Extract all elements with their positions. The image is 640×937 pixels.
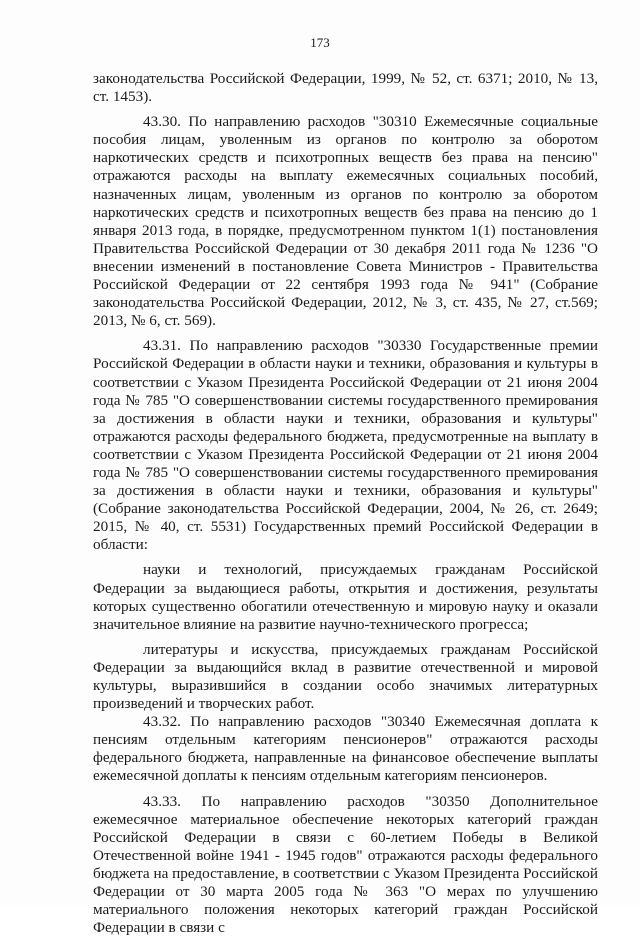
page-number: 173 <box>310 35 330 50</box>
paragraph-literature-art: литературы и искусства, присуждаемых гражданам Российской Федерации за выдающийся вклад в развитие отечественной и мировой культуры, выразившийся в создании особо значимых литературных произведений и творческих работ. <box>93 640 598 713</box>
document-body <box>93 70 598 937</box>
paragraph-continuation: законодательства Российской Федерации, 1999, № 52, ст. 6371; 2010, № 13, ст. 1453). <box>93 70 598 106</box>
paragraph-43-30: 43.30. По направлению расходов "30310 Ежемесячные социальные пособия лицам, уволенным из органов по контролю за оборотом наркотических средств и психотропных веществ без права на пенсию" отражаются расходы на выплату ежемесячных социальных пособий, назначенных лицам, уволенным из органов по контролю за оборотом наркотических средств и психотропных веществ без права на пенсию до 1 января 2013 года, в порядке, предусмотренном пунктом 1(1) постановления Правительства Российской Федерации от 30 декабря 2011 года № 1236 "О внесении изменений в постановление Совета Министров - Правительства Российской Федерации от 22 сентября 1993 года № 941" (Собрание законодательства Российской Федерации, 2012, № 3, ст. 435, № 27, ст.569; 2013, № 6, ст. 569). <box>93 113 598 330</box>
paragraph-43-33: 43.33. По направлению расходов "30350 Дополнительное ежемесячное материальное обеспечение некоторых категорий граждан Российской Федерации в связи с 60-летием Победы в Великой Отечественной войне 1941 - 1945 годов" отражаются расходы федерального бюджета на предоставление, в соответствии с Указом Президента Российской Федерации от 30 марта 2005 года № 363 "О мерах по улучшению материального положения некоторых категорий граждан Российской Федерации в связи с <box>93 792 598 937</box>
paragraph-43-31: 43.31. По направлению расходов "30330 Государственные премии Российской Федерации в области науки и техники, образования и культуры в соответствии с Указом Президента Российской Федерации от 21 июня 2004 года № 785 "О совершенствовании системы государственного премирования за достижения в области науки и техники, образования и культуры" отражаются расходы федерального бюджета, предусмотренные на выплату в соответствии с Указом Президента Российской Федерации от 21 июня 2004 года № 785 "О совершенствовании системы государственного премирования за достижения в области науки и техники, образования и культуры" (Собрание законодательства Российской Федерации, 2004, № 26, ст. 2649; 2015, № 40, ст. 5531) Государственных премий Российской Федерации в области: <box>93 337 598 554</box>
paragraph-science-technology: науки и технологий, присуждаемых гражданам Российской Федерации за выдающиеся работы, открытия и достижения, результаты которых существенно обогатили отечественную и мировую науку и оказали значительное влияние на развитие научно-технического прогресса; <box>93 561 598 633</box>
paragraph-43-32: 43.32. По направлению расходов "30340 Ежемесячная доплата к пенсиям отдельным категориям пенсионеров" отражаются расходы федерального бюджета, направленные на финансовое обеспечение выплаты ежемесячной доплаты к пенсиям отдельным категориям пенсионеров. <box>93 713 598 785</box>
